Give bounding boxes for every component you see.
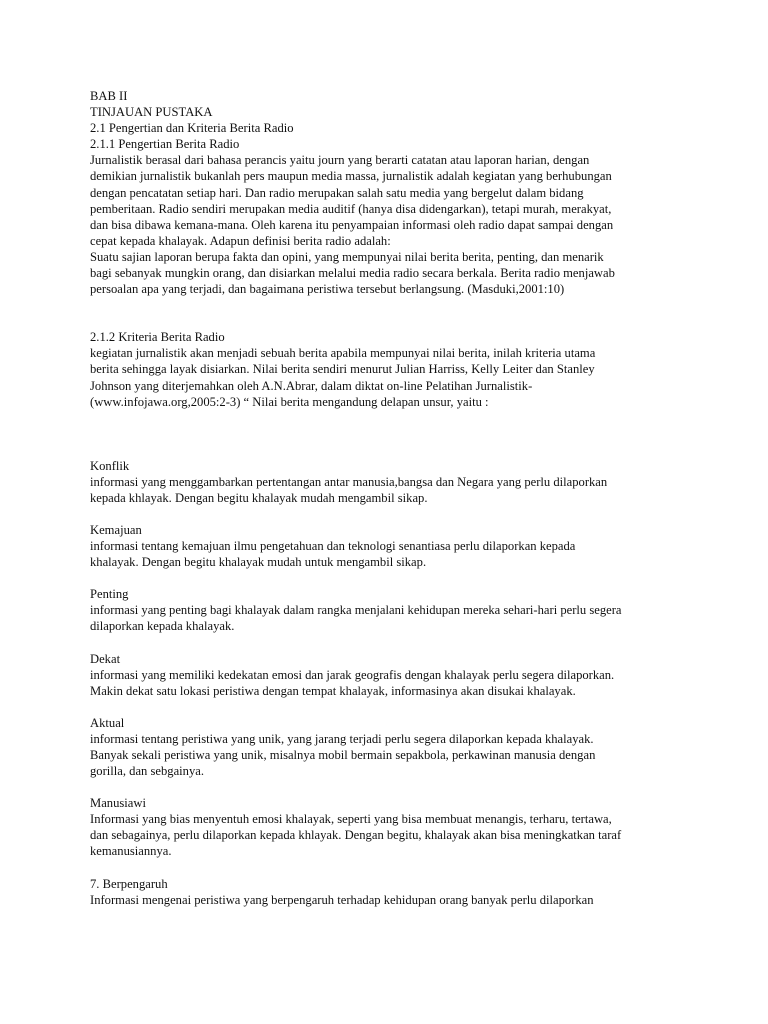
spacer [90, 779, 720, 795]
subsection-heading-kriteria: 2.1.2 Kriteria Berita Radio [90, 330, 225, 345]
kriteria-paragraph [90, 345, 720, 409]
document-page [90, 88, 720, 908]
spacer [90, 297, 720, 329]
text-line: demikian jurnalistik bukanlah pers maupun media massa, jurnalistik adalah kegiatan yang berhubungan [90, 169, 612, 184]
text-line: Makin dekat satu lokasi peristiwa dengan tempat khalayak, informasinya akan disukai khalayak. [90, 683, 576, 698]
text-line: informasi tentang kemajuan ilmu pengetahuan dan teknologi senantiasa perlu dilaporkan kepada [90, 539, 576, 554]
subsection-heading: 2.1.1 Pengertian Berita Radio [90, 137, 240, 152]
text-line: dan sebagainya, perlu dilaporkan kepada khlayak. Dengan begitu, khalayak akan bisa meningkatkan taraf [90, 828, 622, 843]
text-line: informasi tentang peristiwa yang unik, yang jarang terjadi perlu segera dilaporkan kepada khalayak. [90, 731, 594, 746]
criteria-item-kemajuan [90, 522, 720, 570]
text-line: berita sehingga layak disiarkan. Nilai berita sendiri menurut Julian Harriss, Kelly Leiter dan Stanley [90, 362, 595, 377]
spacer [90, 699, 720, 715]
text-line: kepada khlayak. Dengan begitu khalayak mudah mengambil sikap. [90, 490, 428, 505]
criteria-item-berpengaruh [90, 876, 720, 908]
criteria-item-aktual [90, 715, 720, 779]
text-line: Banyak sekali peristiwa yang unik, misalnya mobil bermain sepakbola, perkawinan manusia dengan [90, 748, 596, 762]
item-title: Kemajuan [90, 522, 142, 537]
criteria-item-dekat [90, 651, 720, 699]
item-title: Aktual [90, 715, 125, 730]
text-line: kemanusiannya. [90, 844, 172, 859]
text-line: (www.infojawa.org,2005:2-3) “ Nilai berita mengandung delapan unsur, yaitu : [90, 394, 489, 409]
text-line: Informasi yang bias menyentuh emosi khalayak, seperti yang bisa membuat menangis, terharu, tertawa, [90, 812, 612, 827]
spacer [90, 860, 720, 876]
text-line: informasi yang menggambarkan pertentangan antar manusia,bangsa dan Negara yang perlu dilaporkan [90, 474, 608, 489]
item-title: Penting [90, 587, 129, 602]
criteria-item-penting [90, 586, 720, 634]
spacer [90, 506, 720, 522]
section-heading: 2.1 Pengertian dan Kriteria Berita Radio [90, 121, 294, 136]
criteria-item-konflik [90, 458, 720, 506]
text-line: dilaporkan kepada khalayak. [90, 619, 235, 634]
text-line: pemberitaan. Radio sendiri merupakan media auditif (hanya disa didengarkan), tetapi murah, merakyat, [90, 201, 612, 216]
item-title: Manusiawi [90, 796, 146, 811]
text-line: informasi yang penting bagi khalayak dalam rangka menjalani kehidupan mereka sehari-hari perlu segera [90, 603, 622, 618]
spacer [90, 410, 720, 458]
chapter-title: TINJAUAN PUSTAKA [90, 105, 213, 120]
chapter-label: BAB II [90, 89, 128, 103]
text-line: informasi yang memiliki kedekatan emosi dan jarak geografis dengan khalayak perlu segera dilaporkan. [90, 667, 615, 682]
item-title: 7. Berpengaruh [90, 876, 168, 891]
text-line: Jurnalistik berasal dari bahasa perancis yaitu journ yang berarti catatan atau laporan harian, dengan [90, 153, 590, 168]
text-line: bagi sebanyak mungkin orang, dan disiarkan melalui media radio secara berkala. Berita radio menjawab [90, 266, 615, 281]
criteria-item-manusiawi [90, 795, 720, 859]
spacer [90, 570, 720, 586]
text-line: cepat kepada khalayak. Adapun definisi berita radio adalah: [90, 233, 391, 248]
intro-paragraph [90, 152, 720, 297]
text-line: khalayak. Dengan begitu khalayak mudah untuk mengambil sikap. [90, 555, 427, 570]
text-line: Johnson yang diterjemahkan oleh A.N.Abrar, dalam diktat on-line Pelatihan Jurnalistik- [90, 378, 533, 393]
text-line: Informasi mengenai peristiwa yang berpengaruh terhadap kehidupan orang banyak perlu dilaporkan [90, 892, 594, 907]
text-line: Suatu sajian laporan berupa fakta dan opini, yang mempunyai nilai berita berita, penting, dan menarik [90, 249, 604, 264]
spacer [90, 635, 720, 651]
item-title: Dekat [90, 651, 121, 666]
text-line: gorilla, dan sebgainya. [90, 764, 205, 779]
text-line: dan bisa dibawa kemana-mana. Oleh karena itu penyampaian informasi oleh radio dapat sampai dengan [90, 217, 614, 232]
text-line: kegiatan jurnalistik akan menjadi sebuah berita apabila mempunyai nilai berita, inilah kriteria utama [90, 346, 596, 361]
text-line: persoalan apa yang terjadi, dan bagaimana peristiwa tersebut berlangsung. (Masduki,2001:10) [90, 282, 565, 297]
text-line: dengan pencatatan setiap hari. Dan radio merupakan salah satu media yang bergelut dalam bidang [90, 185, 584, 200]
item-title: Konflik [90, 458, 130, 473]
